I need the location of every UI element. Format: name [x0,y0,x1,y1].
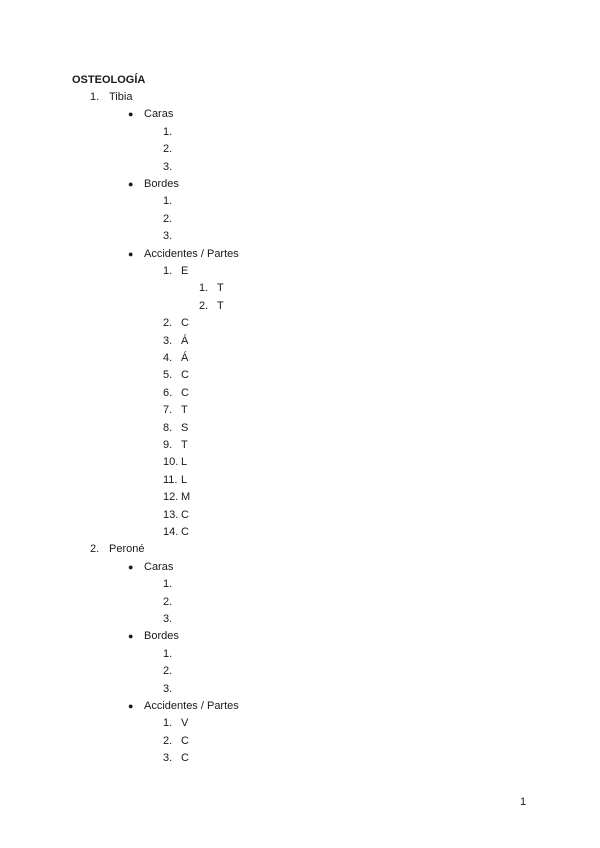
numbered-item [163,681,181,698]
section-caras [128,559,173,576]
numbered-item [163,611,181,628]
bullet-icon: ● [128,179,134,189]
numbered-item [163,646,181,663]
list-marker: 3. [163,230,173,243]
bullet-icon: ● [128,631,134,642]
list-text: V [181,717,189,730]
list-marker: 2. [163,734,173,747]
list-text: Caras [144,108,174,121]
list-marker: 9. [163,439,173,451]
bullet-icon: ● [128,701,134,711]
accidente-item [163,333,188,350]
list-marker: 10. [163,456,179,469]
accidente-item [163,489,190,506]
document-title: OSTEOLOGÍA [72,74,146,86]
list-text: S [181,421,189,434]
list-text: T [217,299,224,312]
numbered-item [163,141,181,158]
list-marker: 1. [163,125,173,138]
list-marker: 2. [163,212,173,225]
list-text: Peroné [109,543,145,556]
accidente-subitem [199,298,224,315]
list-marker: 2. [163,595,173,608]
numbered-item [163,228,181,245]
list-marker: 3. [163,752,173,765]
list-text: T [217,282,224,295]
accidente-item [163,715,188,732]
list-marker: 1. [163,195,173,208]
accidente-item [163,454,187,471]
list-marker: 1. [90,91,100,103]
list-text: Á [181,334,189,347]
list-text: Bordes [144,630,179,643]
section-accidentes [128,246,239,263]
list-marker: 7. [163,404,173,417]
list-text: C [181,317,189,330]
list-text: M [181,491,191,504]
numbered-item [163,124,181,141]
list-text: Á [181,352,189,364]
list-marker: 14. [163,526,179,538]
list-marker: 4. [163,352,173,364]
list-marker: 2. [199,299,209,312]
section-bordes [128,628,179,645]
accidente-item [163,367,189,384]
accidente-item [163,385,189,402]
bone-heading [90,541,144,558]
bullet-icon: ● [128,109,134,120]
list-marker: 2. [163,143,173,156]
numbered-item [163,594,181,611]
list-marker: 1. [163,265,173,277]
list-text: C [181,508,189,521]
accidente-item [163,750,189,767]
accidente-item [163,733,189,750]
list-text: Accidentes / Partes [144,247,239,260]
section-accidentes [128,698,239,715]
list-marker: 3. [163,334,173,347]
list-text: C [181,752,189,765]
list-text: Caras [144,560,174,573]
accidente-item [163,437,188,454]
numbered-item [163,663,181,680]
list-marker: 3. [163,682,173,695]
accidente-item [163,420,188,437]
list-text: Tibia [109,91,133,103]
list-marker: 3. [163,613,173,625]
section-caras [128,106,173,123]
accidente-item [163,315,189,332]
list-marker: 5. [163,369,173,382]
accidente-item [163,507,189,524]
list-marker: 8. [163,421,173,434]
list-text: C [181,526,189,538]
list-marker: 1. [163,717,173,730]
accidente-subitem [199,280,224,297]
accidente-item [163,524,189,541]
numbered-item [163,576,181,593]
list-marker: 2. [163,665,173,678]
list-text: Accidentes / Partes [144,700,239,712]
list-marker: 1. [199,282,209,295]
list-marker: 13. [163,508,179,521]
numbered-item [163,159,181,176]
list-text: L [181,456,188,469]
bullet-icon: ● [128,248,134,259]
accidente-item [163,472,187,489]
list-text: T [181,439,188,451]
numbered-item [163,211,181,228]
list-marker: 2. [163,317,173,330]
list-text: C [181,386,189,399]
list-marker: 11. [163,473,178,486]
accidente-item [163,402,188,419]
accidente-item [163,350,188,367]
bullet-icon: ● [128,561,134,572]
list-text: C [181,734,189,747]
section-bordes [128,176,179,193]
list-marker: 3. [163,160,173,173]
list-marker: 1. [163,647,173,660]
list-text: T [181,404,188,417]
page-number: 1 [520,796,527,808]
numbered-item [163,193,181,210]
accidente-item [163,263,188,280]
list-marker: 1. [163,578,173,591]
list-text: C [181,369,189,382]
list-marker: 2. [90,543,100,556]
list-text: L [181,473,188,486]
bone-heading [90,89,132,106]
list-marker: 12. [163,491,179,504]
list-text: E [181,265,189,277]
list-marker: 6. [163,386,173,399]
list-text: Bordes [144,178,179,190]
